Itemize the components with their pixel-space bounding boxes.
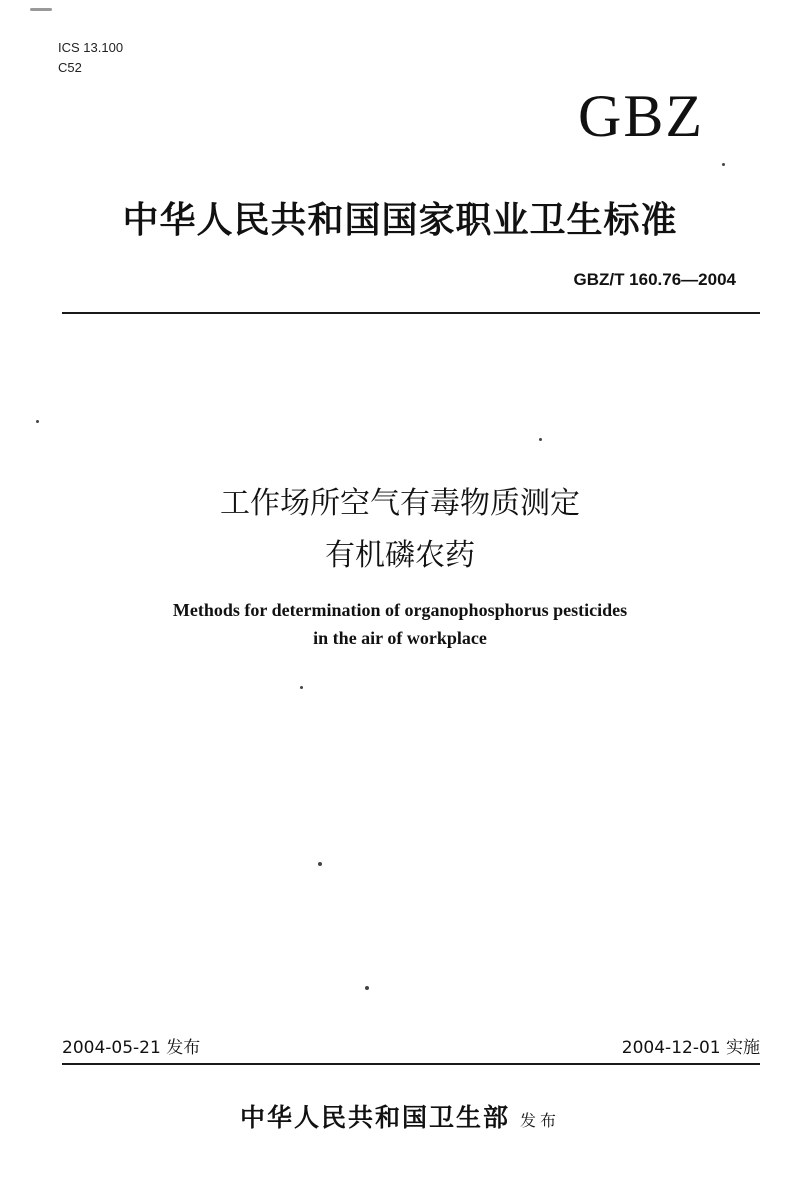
scan-speck	[318, 862, 322, 866]
standard-category-title: 中华人民共和国国家职业卫生标准	[122, 200, 678, 241]
scan-speck	[539, 438, 542, 441]
ccs-code: C52	[58, 60, 82, 75]
chinese-title-line-1: 工作场所空气有毒物质测定	[220, 486, 580, 521]
implementation-date: 2004-12-01 实施	[621, 1038, 760, 1058]
gbz-logo: GBZ	[578, 83, 704, 149]
scan-speck	[300, 686, 303, 689]
publisher	[0, 1098, 800, 1134]
standard-number: GBZ/T 160.76—2004	[573, 270, 736, 289]
bottom-divider	[62, 1063, 760, 1065]
issue-date: 2004-05-21 发布	[62, 1038, 201, 1058]
scan-speck	[30, 8, 52, 11]
ics-code: ICS 13.100	[58, 40, 124, 55]
top-divider	[62, 312, 760, 314]
scan-speck	[36, 420, 39, 423]
publisher-suffix: 发布	[520, 1111, 561, 1130]
english-title-line-2: in the air of workplace	[313, 628, 487, 648]
scan-speck	[365, 986, 369, 990]
scan-speck	[722, 163, 725, 166]
english-title-line-1: Methods for determination of organophosphorus pesticides	[172, 600, 628, 620]
publisher-name: 中华人民共和国卫生部	[239, 1103, 510, 1132]
chinese-title-line-2: 有机磷农药	[325, 538, 475, 573]
